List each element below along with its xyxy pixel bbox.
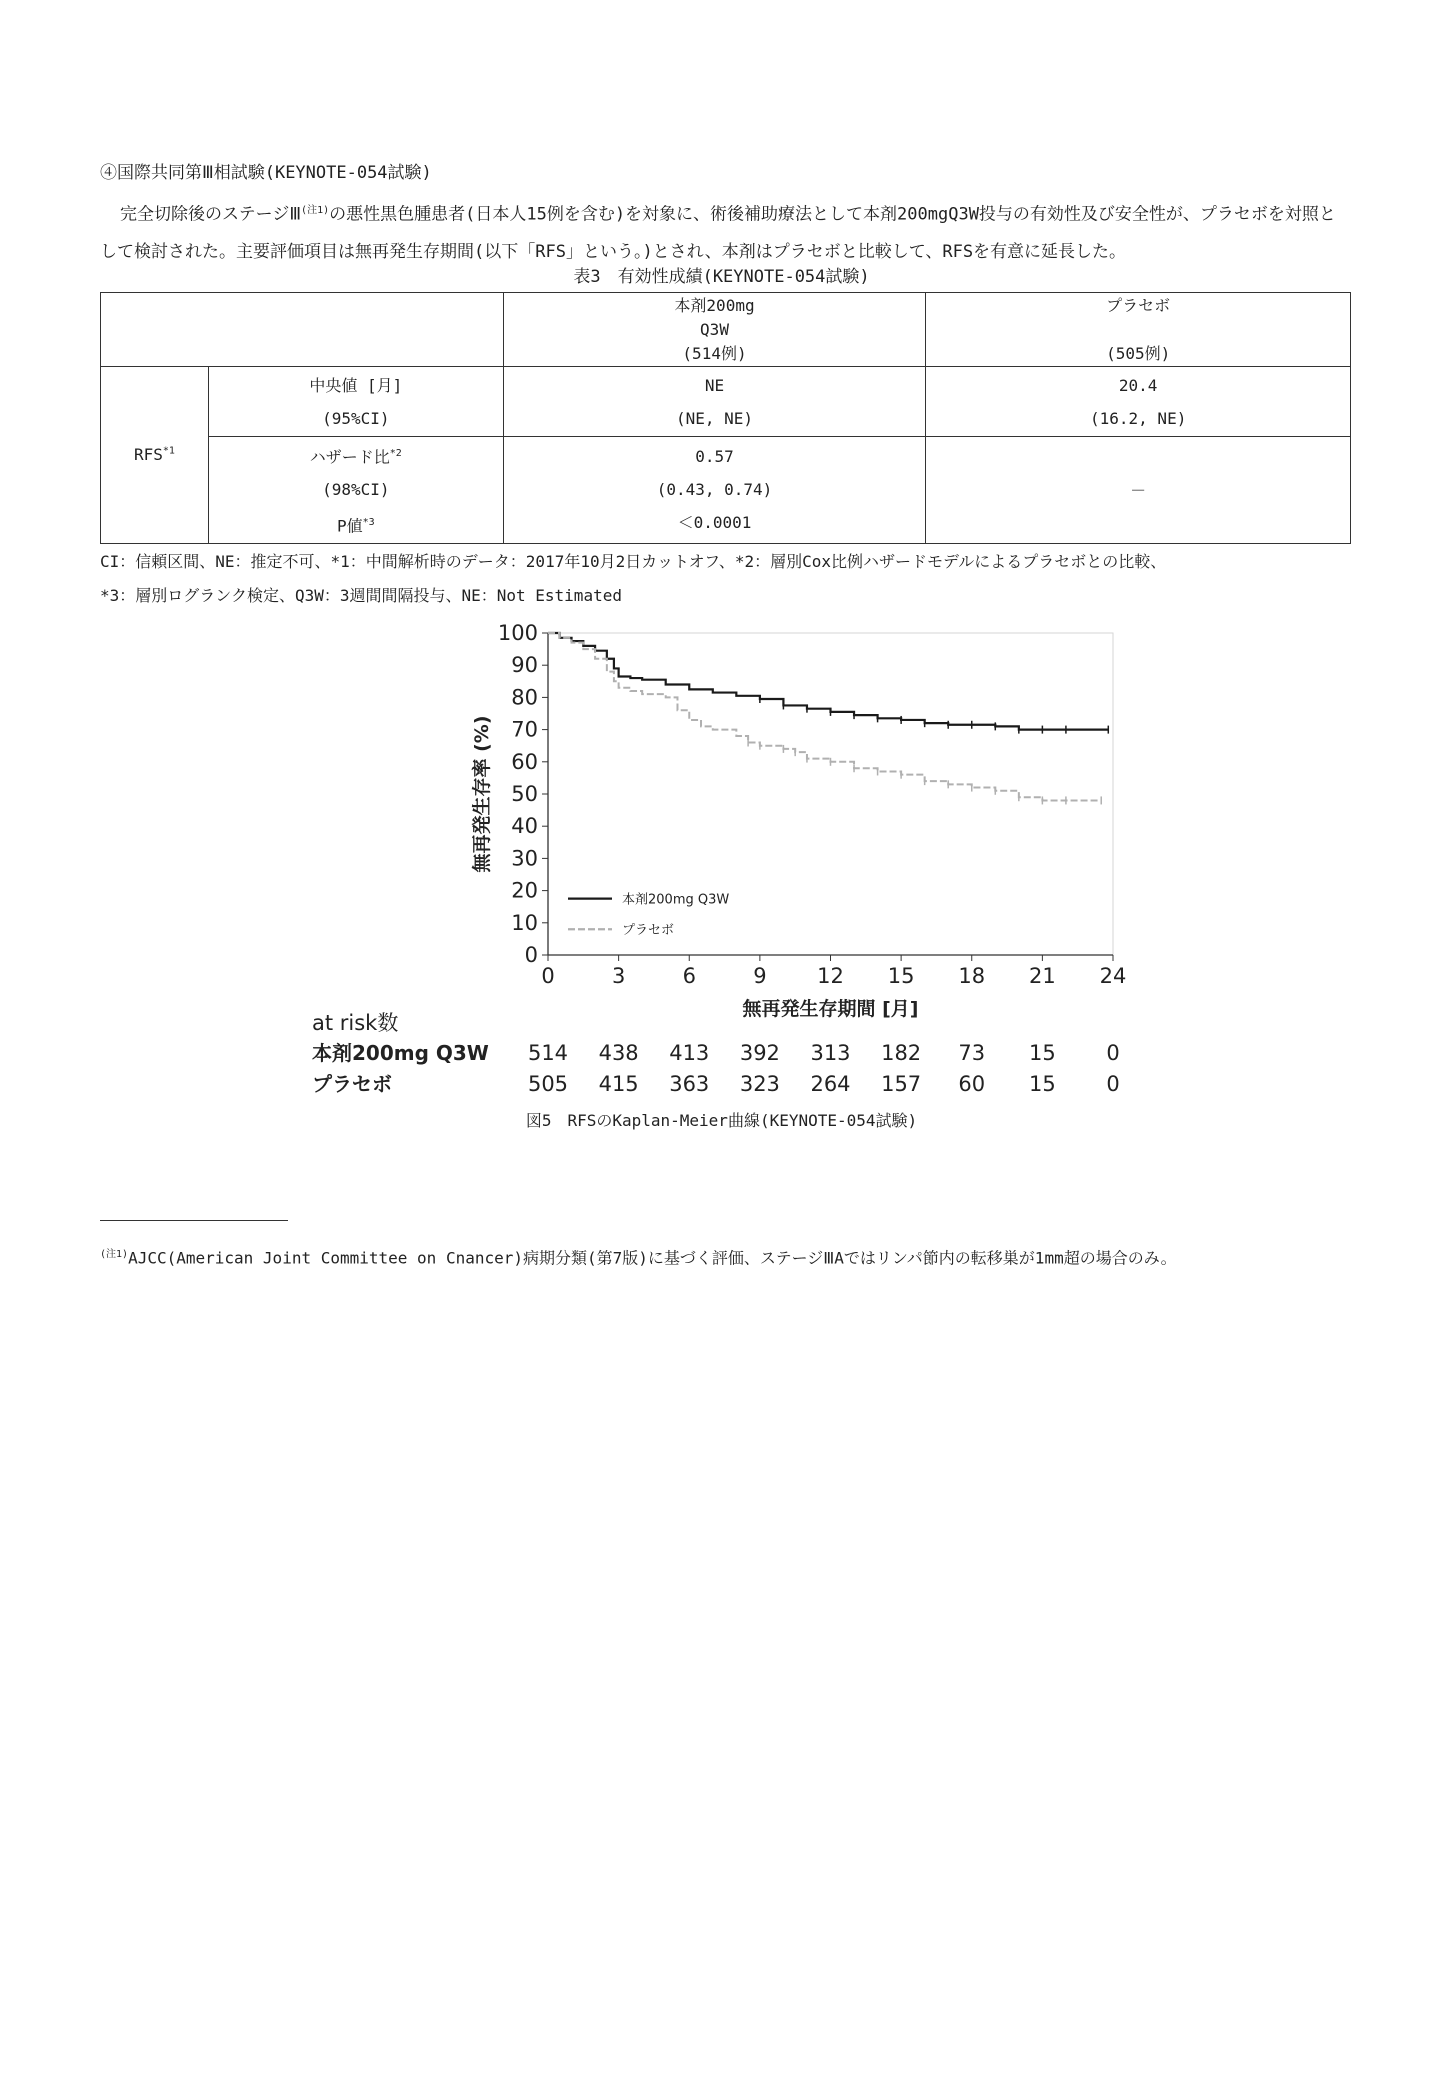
median-drug-ci: (NE, NE) <box>675 408 754 428</box>
median-placebo-cell <box>926 367 1351 437</box>
median-drug: NE <box>704 375 725 395</box>
median-row <box>101 367 1351 437</box>
table-notes <box>100 545 1166 613</box>
at-risk-value: 15 <box>1029 1041 1056 1065</box>
footnote <box>100 1245 1177 1268</box>
intro-text-1: 完全切除後のステージⅢ <box>120 204 302 225</box>
at-risk-value: 0 <box>1106 1041 1120 1065</box>
notes-line1: CI：信頼区間、NE：推定不可、*1：中間解析時のデータ：2017年10月2日カットオフ、*2：層別Cox比例ハザードモデルによるプラセボとの比較、 <box>100 552 1167 571</box>
p-value: ＜0.0001 <box>677 513 752 533</box>
table-caption: 表3 有効性成績(KEYNOTE-054試験) <box>573 267 870 287</box>
y-tick-label: 20 <box>511 878 538 903</box>
table-header-row <box>101 293 1351 367</box>
hr-ci: (0.43, 0.74) <box>656 480 773 500</box>
y-axis-label: 無再発生存率 (%) <box>471 715 493 873</box>
median-placebo-ci: (16.2, NE) <box>1090 408 1187 428</box>
hr-label-line <box>209 437 503 473</box>
rfs-sup: *1 <box>162 446 175 457</box>
at-risk-value: 157 <box>881 1072 922 1096</box>
legend-label-2: プラセボ <box>622 923 675 939</box>
y-tick-label: 50 <box>511 782 538 806</box>
x-tick-label: 21 <box>1029 964 1056 988</box>
intro-paragraph <box>100 192 1350 271</box>
hr-label-cell <box>208 437 503 544</box>
at-risk-value: 264 <box>810 1072 851 1096</box>
at-risk-value: 392 <box>739 1041 780 1065</box>
at-risk-value: 15 <box>1029 1072 1056 1096</box>
x-tick-label: 0 <box>541 964 555 988</box>
km-chart-svg <box>310 618 1132 1098</box>
at-risk-value: 505 <box>527 1072 569 1096</box>
at-risk-value: 514 <box>527 1041 569 1065</box>
hr-drug-cell <box>503 437 926 544</box>
at-risk-value: 73 <box>958 1041 986 1065</box>
x-tick-label: 6 <box>682 964 696 988</box>
x-tick-label: 9 <box>753 964 767 988</box>
footnote-rule <box>100 1220 288 1221</box>
p-sup: *3 <box>362 517 375 529</box>
median-label: 中央値 [月] <box>309 375 403 395</box>
y-tick-label: 10 <box>511 910 538 935</box>
at-risk-value: 438 <box>598 1041 639 1065</box>
y-tick-label: 90 <box>511 653 538 678</box>
x-axis-label: 無再発生存期間 [月] <box>742 998 919 1020</box>
y-tick-label: 100 <box>497 621 538 645</box>
y-tick-label: 0 <box>524 943 538 967</box>
placebo-header-line1: プラセボ <box>1106 295 1171 315</box>
notes-line2: *3：層別ログランク検定、Q3W：3週間間隔投与、NE：Not Estimated <box>100 586 622 605</box>
hr-placebo-cell: － <box>926 437 1351 544</box>
legend-label-1: 本剤200mg Q3W <box>622 892 730 908</box>
median-placebo: 20.4 <box>1118 375 1158 395</box>
x-tick-label: 18 <box>958 964 986 988</box>
y-tick-label: 70 <box>511 717 538 742</box>
p-label: P値 <box>336 516 363 536</box>
hr-row <box>101 437 1351 544</box>
at-risk-value: 323 <box>739 1072 780 1096</box>
x-tick-label: 12 <box>817 964 844 988</box>
footnote-mark: (注1) <box>100 1249 129 1260</box>
drug-header-cell <box>503 293 926 367</box>
km-chart <box>310 618 1132 1098</box>
blank-header-cell <box>101 293 504 367</box>
intro-text-2: の悪性黒色腫患者(日本人15例を含む)を対象に、術後補助療法として本剤200mgQ3W投与の有効性及び安全性が、プラセボを対照として検討された。主要評価項目は無再発生存期間(以下「RFS」という。)とされ、本剤はプラセボと比較して、RFSを有意に延長した。 <box>100 204 1336 262</box>
placebo-header-line3: (505例) <box>1106 343 1171 363</box>
series-line-1 <box>548 633 1108 730</box>
note-mark: (注1) <box>301 205 330 216</box>
at-risk-value: 182 <box>881 1041 922 1065</box>
at-risk-row-label: プラセボ <box>312 1072 392 1096</box>
x-tick-label: 15 <box>887 964 915 988</box>
drug-header-line3: (514例) <box>682 343 747 363</box>
y-tick-label: 60 <box>511 749 538 774</box>
at-risk-value: 313 <box>810 1041 851 1065</box>
median-label-cell <box>208 367 503 437</box>
p-label-line <box>209 506 503 542</box>
drug-header-line1: 本剤200mg <box>674 295 755 315</box>
placebo-header-cell <box>926 293 1351 367</box>
y-tick-label: 80 <box>511 685 538 710</box>
y-tick-label: 30 <box>511 846 538 871</box>
median-ci-label: (95%CI) <box>322 408 390 428</box>
at-risk-title: at risk数 <box>312 1011 399 1035</box>
footnote-text: AJCC(American Joint Committee on Cnancer)病期分類(第7版)に基づく評価、ステージⅢAではリンパ節内の転移巣が1mm超の場合のみ。 <box>128 1248 1177 1268</box>
hr-sup: *2 <box>389 448 402 459</box>
figure-caption: 図5 RFSのKaplan-Meier曲線(KEYNOTE-054試験) <box>525 1111 918 1130</box>
at-risk-row-label: 本剤200mg Q3W <box>312 1041 489 1065</box>
y-tick-label: 40 <box>511 814 538 839</box>
rfs-group-cell <box>101 367 209 544</box>
x-tick-label: 3 <box>611 964 626 988</box>
median-drug-cell <box>503 367 926 437</box>
series-line-2 <box>548 633 1101 800</box>
drug-header-line2: Q3W <box>700 319 729 339</box>
hr-label: ハザード比 <box>309 447 390 467</box>
hr-value: 0.57 <box>695 447 734 467</box>
x-tick-label: 24 <box>1099 964 1127 988</box>
hr-ci-label: (98%CI) <box>322 480 390 500</box>
at-risk-value: 363 <box>669 1072 710 1096</box>
at-risk-value: 0 <box>1106 1072 1120 1096</box>
rfs-label: RFS <box>133 445 163 465</box>
results-table <box>100 292 1351 544</box>
at-risk-value: 415 <box>598 1072 639 1096</box>
section-heading: ④国際共同第Ⅲ相試験(KEYNOTE-054試験) <box>100 163 432 183</box>
at-risk-value: 413 <box>669 1041 710 1065</box>
at-risk-value: 60 <box>958 1072 986 1096</box>
